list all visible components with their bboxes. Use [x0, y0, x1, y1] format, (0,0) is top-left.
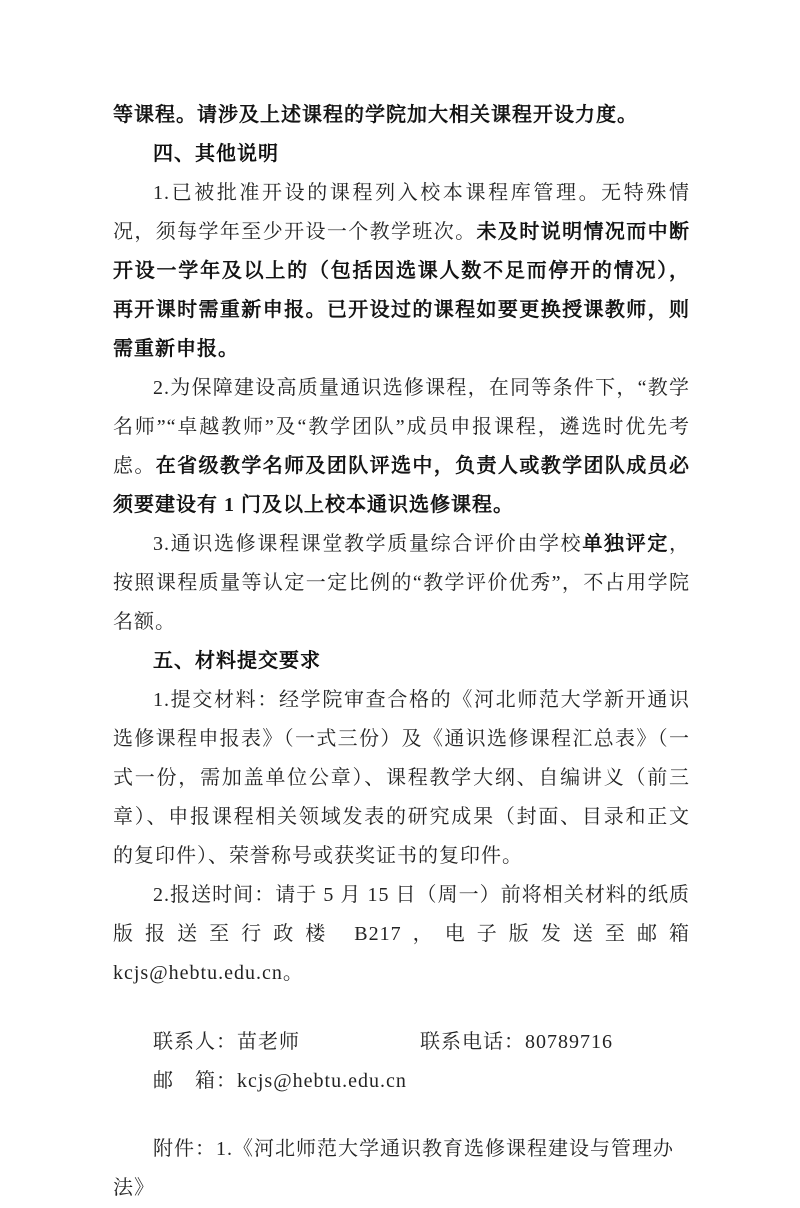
paragraph-continuation	[113, 96, 690, 135]
contact-person-line	[113, 1023, 690, 1062]
contact-person: 联系人：苗老师	[153, 1031, 300, 1053]
text-run: 2.报送时间：请于 5 月 15 日（周一）前将相关材料的纸质版报送至行政楼 B217，电子版发送至邮箱 kcjs@hebtu.edu.cn。	[113, 884, 690, 984]
paragraph-course-library-rule	[113, 174, 690, 369]
paragraph-submit-deadline	[113, 876, 690, 993]
section-heading-other-notes	[113, 135, 690, 174]
text-run: 1.提交材料：经学院审查合格的《河北师范大学新开通识选修课程申报表》（一式三份）及《通识选修课程汇总表》（一式一份，需加盖单位公章）、课程教学大纲、自编讲义（前三章）、申报课程相关领域发表的研究成果（封面、目录和正文的复印件）、荣誉称号或获奖证书的复印件。	[113, 689, 690, 867]
contact-email: 邮 箱：kcjs@hebtu.edu.cn	[153, 1070, 407, 1092]
paragraph-submit-materials	[113, 681, 690, 876]
contact-email-line	[113, 1062, 690, 1101]
paragraph-evaluation-rule	[113, 525, 690, 642]
text-run: 单独评定	[582, 533, 670, 555]
text-run: 3.通识选修课程课堂教学质量综合评价由学校	[153, 533, 583, 555]
contact-block	[113, 1023, 690, 1101]
text-run: 未及时说明情况而中断开设一学年及以上的（包括因选课人数不足而停开的情况），再开课时需重新申报。已开设过的课程如要更换授课教师，则需重新申报。	[113, 221, 691, 360]
attachment-line	[113, 1130, 690, 1208]
text-run: 在省级教学名师及团队评选中，负责人或教学团队成员必须要建设有 1 门及以上校本通识选修课程。	[113, 455, 691, 516]
heading-text: 五、材料提交要求	[153, 650, 321, 672]
heading-text: 四、其他说明	[153, 143, 279, 165]
text-run: 2.为保障建设高质量通识选修课程，在同等条件下，“教学名师”“卓越教师”及“教学团队”成员申报课程，遴选时优先考虑。	[113, 377, 690, 477]
contact-phone: 联系电话：80789716	[420, 1031, 613, 1053]
section-heading-material-requirements	[113, 642, 690, 681]
paragraph-quality-priority-rule	[113, 369, 690, 525]
attachment-text: 附件：1.《河北师范大学通识教育选修课程建设与管理办法》	[113, 1138, 674, 1199]
text-run: ，按照课程质量等认定一定比例的“教学评价优秀”，不占用学院名额。	[113, 533, 691, 633]
text-run: 等课程。请涉及上述课程的学院加大相关课程开设力度。	[113, 104, 638, 126]
text-run: 1.已被批准开设的课程列入校本课程库管理。无特殊情况，须每学年至少开设一个教学班次。	[113, 182, 690, 243]
